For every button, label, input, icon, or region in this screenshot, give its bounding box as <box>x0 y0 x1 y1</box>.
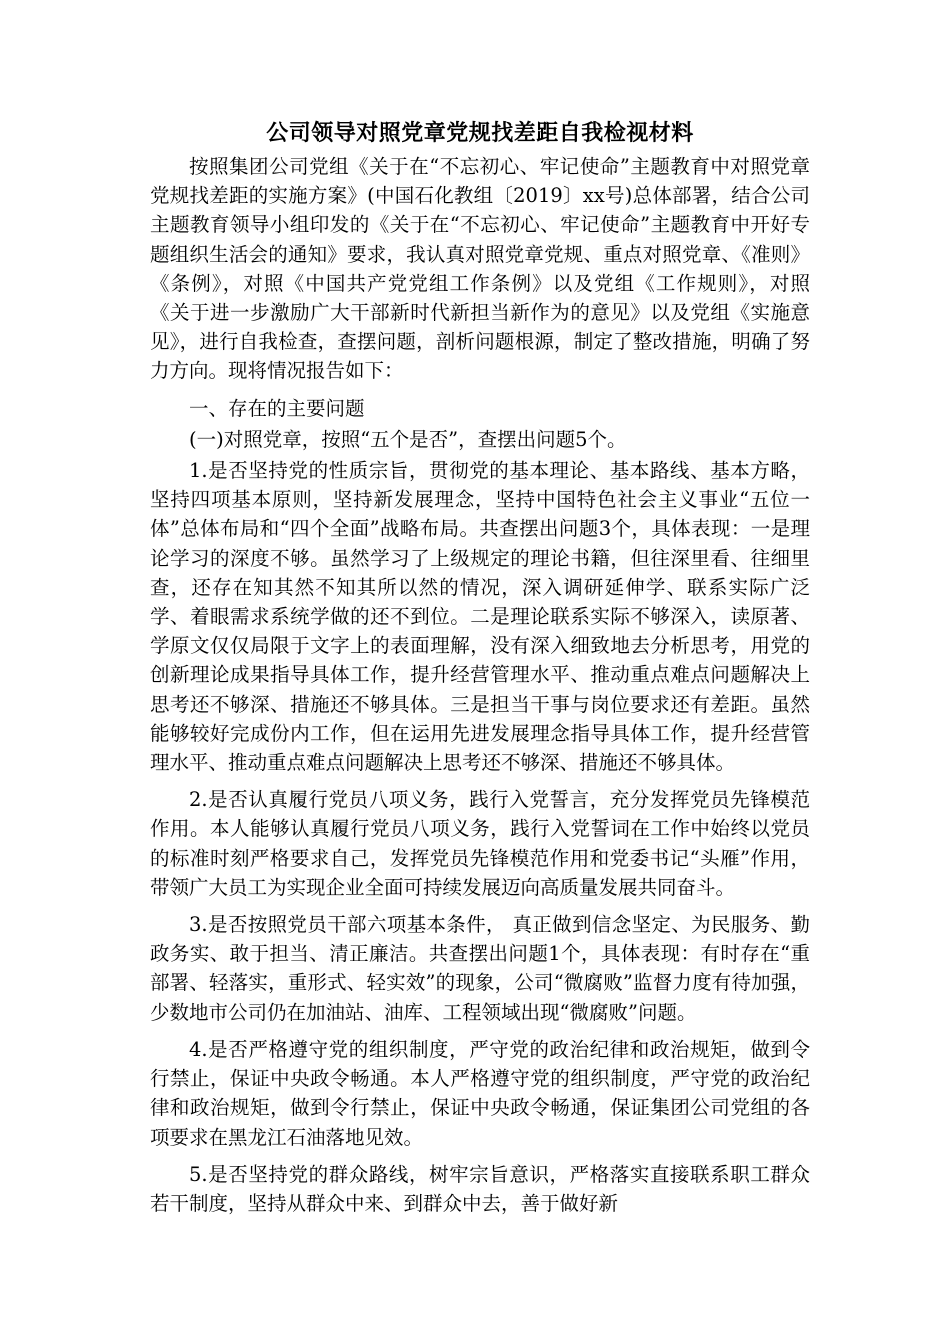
paragraph-item-4: 4.是否严格遵守党的组织制度，严守党的政治纪律和政治规矩，做到令行禁止，保证中央政令畅通。本人严格遵守党的组织制度，严守党的政治纪律和政治规矩，做到令行禁止，保证中央政令畅通，保证集团公司党组的各项要求在黑龙江石油落地见效。 <box>150 1037 810 1149</box>
paragraph-intro: 按照集团公司党组《关于在“不忘初心、牢记使命”主题教育中对照党章党规找差距的实施方案》(中国石化教组〔2019〕xx号)总体部署，结合公司主题教育领导小组印发的《关于在“不忘初心、牢记使命”主题教育中开好专题组织生活会的通知》要求，我认真对照党章党规、重点对照党章、《准则》《条例》，对照《中国共产党党组工作条例》以及党组《工作规则》，对照《关于进一步激励广大干部新时代新担当新作为的意见》以及党组《实施意见》，进行自我检查，查摆问题，剖析问题根源，制定了整改措施，明确了努力方向。现将情况报告如下： <box>150 155 810 383</box>
section-heading: 一、存在的主要问题 <box>189 396 365 420</box>
paragraph-item-2: 2.是否认真履行党员八项义务，践行入党誓言，充分发挥党员先锋模范作用。本人能够认真履行党员八项义务，践行入党誓词在工作中始终以党员的标准时刻严格要求自己，发挥党员先锋模范作用和党委书记“头雁”作用，带领广大员工为实现企业全面可持续发展迈向高质量发展共同奋斗。 <box>150 788 810 899</box>
document-page <box>150 118 810 1226</box>
paragraph-item-1: 1.是否坚持党的性质宗旨，贯彻党的基本理论、基本路线、基本方略，坚持四项基本原则，坚持新发展理念，坚持中国特色社会主义事业“五位一体”总体布局和“四个全面”战略布局。共查摆出问题3个，具体表现：一是理论学习的深度不够。虽然学习了上级规定的理论书籍，但往深里看、往细里查，还存在知其然不知其所以然的情况，深入调研延伸学、联系实际广泛学、着眼需求系统学做的还不到位。二是理论联系实际不够深入，读原著、学原文仅仅局限于文字上的表面理解，没有深入细致地去分析思考，用党的创新理论成果指导具体工作，提升经营管理水平、推动重点难点问题解决上思考还不够深、措施还不够具体。三是担当干事与岗位要求还有差距。虽然能够较好完成份内工作，但在运用先进发展理念指导具体工作，提升经营管理水平、推动重点难点问题解决上思考还不够深、措施还不够具体。 <box>150 459 810 775</box>
document-title: 公司领导对照党章党规找差距自我检视材料 <box>266 120 694 146</box>
subsection-heading: (一)对照党章，按照“五个是否”，查摆出问题5个。 <box>189 427 627 451</box>
paragraph-item-3: 3.是否按照党员干部六项基本条件， 真正做到信念坚定、为民服务、勤政务实、敢于担当、清正廉洁。共查摆出问题1个，具体表现：有时存在“重部署、轻落实，重形式、轻实效”的现象，公司“微腐败”监督力度有待加强，少数地市公司仍在加油站、油库、工程领域出现“微腐败”问题。 <box>150 913 810 1024</box>
paragraph-item-5: 5.是否坚持党的群众路线，树牢宗旨意识，严格落实直接联系职工群众若干制度，坚持从群众中来、到群众中去，善于做好新 <box>150 1162 810 1215</box>
